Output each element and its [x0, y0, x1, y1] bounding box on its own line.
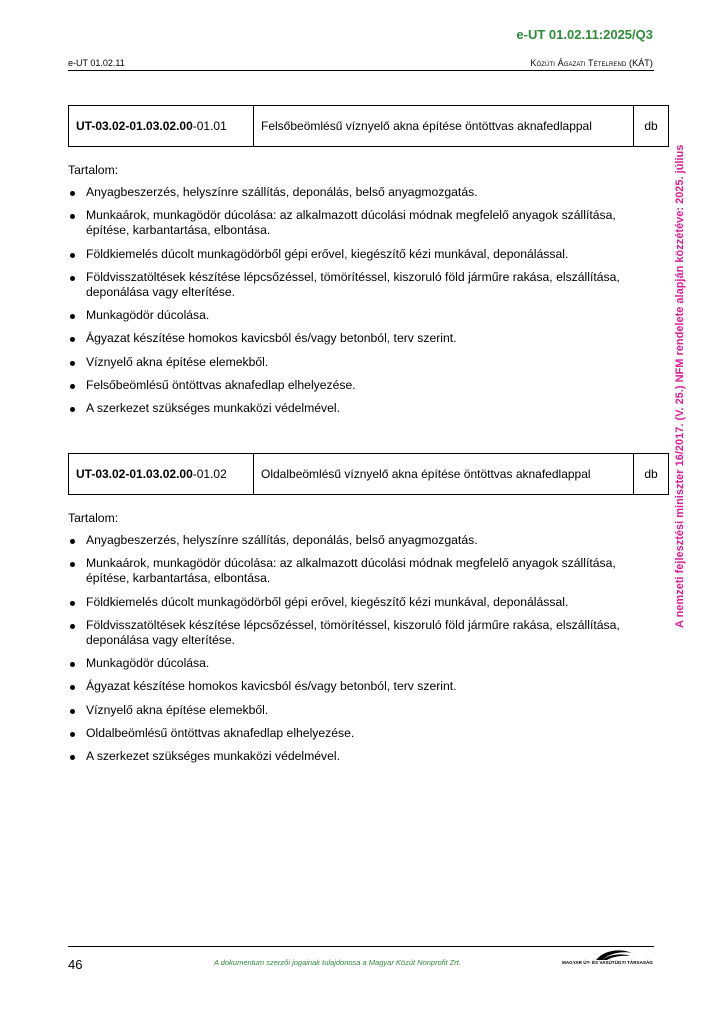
list-item: A szerkezet szükséges munkaközi védelmével.	[68, 749, 658, 764]
list-item: Anyagbeszerzés, helyszínre szállítás, deponálás, belső anyagmozgatás.	[68, 185, 658, 200]
header-left-label: e-UT 01.02.11	[68, 58, 125, 68]
bullet-icon	[70, 253, 75, 258]
bullet-icon	[70, 709, 75, 714]
list-item: Felsőbeömlésű öntöttvas aknafedlap elhelyezése.	[68, 378, 658, 393]
item-code-main: UT-03.02-01.03.02.00	[76, 467, 193, 481]
header-divider	[68, 70, 654, 71]
item-code-suffix: -01.01	[192, 119, 227, 133]
list-item: Ágyazat készítése homokos kavicsból és/vagy betonból, terv szerint.	[68, 679, 658, 694]
header-right-label: Közúti Ágazati Tételrend (KÁT)	[530, 58, 653, 68]
bullet-icon	[70, 361, 75, 366]
item-code	[69, 106, 254, 147]
list-item: Oldalbeömlésű öntöttvas aknafedlap elhelyezése.	[68, 726, 658, 741]
bullet-icon	[70, 191, 75, 196]
item-code-main: UT-03.02-01.03.02.00	[76, 119, 193, 133]
page-number: 46	[68, 957, 83, 972]
bullet-icon	[70, 624, 75, 629]
bullet-icon	[70, 662, 75, 667]
bullet-icon	[70, 276, 75, 281]
contents-heading: Tartalom:	[68, 511, 119, 525]
list-item: Földvisszatöltések készítése lépcsőzéssel, tömörítéssel, kiszoruló föld járműre rakása, elszállítása, deponálása vagy elterítése.	[68, 270, 658, 300]
item-code	[69, 454, 254, 495]
item-contents-1	[68, 163, 658, 425]
list-item: Munkaárok, munkagödör dúcolása: az alkalmazott dúcolási módnak megfelelő anyagok szállítása, építése, karbantartása, elbontása.	[68, 556, 658, 586]
item-title: Oldalbeömlésű víznyelő akna építése öntöttvas aknafedlappal	[254, 454, 634, 495]
bullet-icon	[70, 562, 75, 567]
list-item: Földkiemelés dúcolt munkagödörből gépi erővel, kiegészítő kézi munkával, deponálással.	[68, 595, 658, 610]
contents-list	[68, 533, 658, 764]
footer-divider	[68, 946, 654, 947]
list-item: A szerkezet szükséges munkaközi védelmével.	[68, 401, 658, 416]
item-code-suffix: -01.02	[192, 467, 227, 481]
contents-heading: Tartalom:	[68, 163, 119, 177]
document-code: e-UT 01.02.11:2025/Q3	[516, 27, 653, 42]
bullet-icon	[70, 732, 75, 737]
bullet-icon	[70, 601, 75, 606]
bullet-icon	[70, 337, 75, 342]
logo-label: MAGYAR ÚT- ÉS VASÚTÜGYI TÁRSASÁG	[562, 960, 653, 965]
list-item: Munkagödör dúcolása.	[68, 656, 658, 671]
bullet-icon	[70, 685, 75, 690]
bullet-icon	[70, 384, 75, 389]
list-item: Munkagödör dúcolása.	[68, 308, 658, 323]
list-item: Víznyelő akna építése elemekből.	[68, 703, 658, 718]
list-item: Földkiemelés dúcolt munkagödörből gépi erővel, kiegészítő kézi munkával, deponálással.	[68, 247, 658, 262]
item-title: Felsőbeömlésű víznyelő akna építése öntöttvas aknafedlappal	[254, 106, 634, 147]
bullet-icon	[70, 539, 75, 544]
item-unit: db	[634, 106, 669, 147]
item-table-1	[68, 105, 669, 147]
list-item: Földvisszatöltések készítése lépcsőzéssel, tömörítéssel, kiszoruló föld járműre rakása, elszállítása, deponálása vagy elterítése.	[68, 618, 658, 648]
bullet-icon	[70, 214, 75, 219]
footer-copyright: A dokumentum szerzői jogainak tulajdonosa a Magyar Közút Nonprofit Zrt.	[214, 958, 461, 967]
item-table-2	[68, 453, 669, 495]
bullet-icon	[70, 755, 75, 760]
item-contents-2	[68, 511, 658, 773]
association-logo-icon	[562, 948, 654, 970]
bullet-icon	[70, 407, 75, 412]
list-item: Víznyelő akna építése elemekből.	[68, 355, 658, 370]
list-item: Anyagbeszerzés, helyszínre szállítás, deponálás, belső anyagmozgatás.	[68, 533, 658, 548]
side-publication-note: A nemzeti fejlesztési miniszter 16/2017. (V. 25.) NFM rendelete alapján közzétéve: 2025. július	[674, 144, 686, 628]
list-item: Munkaárok, munkagödör dúcolása: az alkalmazott dúcolási módnak megfelelő anyagok szállítása, építése, karbantartása, elbontása.	[68, 208, 658, 238]
contents-list	[68, 185, 658, 416]
list-item: Ágyazat készítése homokos kavicsból és/vagy betonból, terv szerint.	[68, 331, 658, 346]
bullet-icon	[70, 314, 75, 319]
item-unit: db	[634, 454, 669, 495]
